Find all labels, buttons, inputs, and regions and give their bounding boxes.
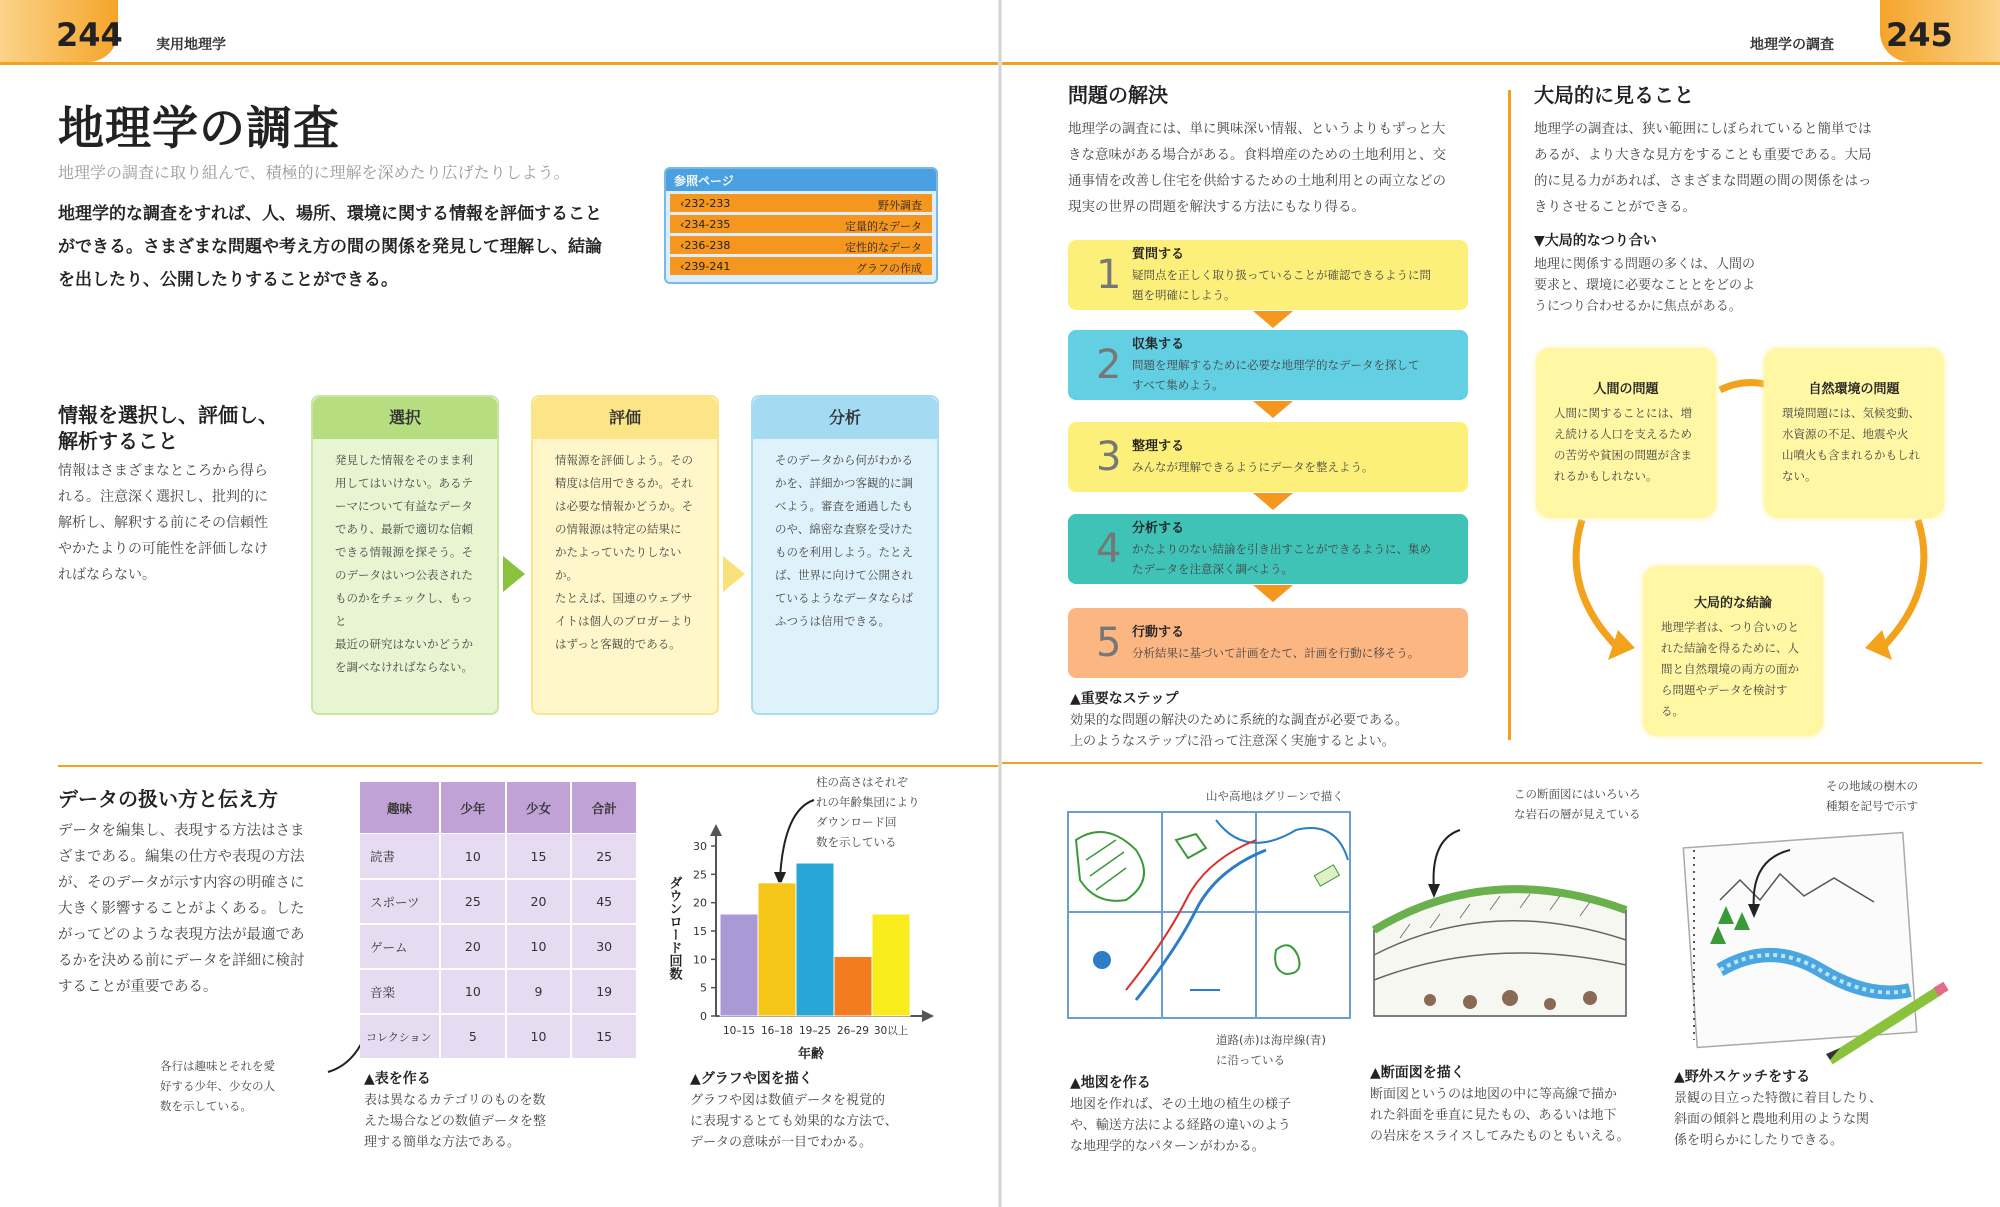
reference-link[interactable]: ‹239-241 グラフの作成 bbox=[670, 257, 932, 275]
table-header: 合計 bbox=[571, 782, 637, 834]
environment-issues-box: 自然環境の問題 環境問題には、気候変動、 水資源の不足、地震や火 山噴火も含まれるかもしれ ない。 bbox=[1764, 348, 1944, 518]
bar-3 bbox=[834, 957, 872, 1017]
card-evaluate-title: 評価 bbox=[533, 397, 717, 439]
table-header: 少年 bbox=[440, 782, 506, 834]
card-analyze-body: そのデータから何がわかる かを、詳細かつ客観的に調 べよう。審査を通過したも のや、綿密な査察を受けた ものを利用しよう。たとえ ば、世界に向けて公開され ているようなデータならば ふつうは信用できる。 bbox=[775, 453, 913, 628]
x-tick-label: 26–29 bbox=[837, 1025, 869, 1037]
header-rule-left bbox=[0, 62, 998, 65]
field-caption: 景観の目立った特徴に着目したり、 斜面の傾斜と農地利用のような関 係を明らかにしたりできる。 bbox=[1674, 1091, 1883, 1148]
bar-4 bbox=[872, 914, 910, 1016]
arrow-right-icon bbox=[723, 556, 745, 592]
y-axis-label: ダウンロード回数 bbox=[666, 876, 682, 980]
right-section-label: 地理学の調査 bbox=[1750, 37, 1834, 53]
field-caption-title: ▲野外スケッチをする bbox=[1674, 1069, 1811, 1085]
y-tick-label: 10 bbox=[693, 953, 707, 967]
bar-1 bbox=[758, 883, 796, 1016]
cross-section-sketch bbox=[1370, 820, 1630, 1020]
step-1: 1 質問する 疑問点を正しく取り扱っていることが確認できるように問 題を明確にしよう。 bbox=[1068, 240, 1468, 310]
info-heading: 情報を選択し、評価し、 解析すること bbox=[58, 403, 278, 453]
bigpicture-heading: 大局的に見ること bbox=[1534, 83, 1694, 107]
step-3: 3 整理する みんなが理解できるようにデータを整えよう。 bbox=[1068, 422, 1468, 492]
reference-box bbox=[664, 167, 938, 284]
field-sketch bbox=[1680, 820, 1980, 1070]
section-divider bbox=[58, 765, 998, 767]
y-axis-arrow bbox=[710, 824, 722, 836]
intro-text: 地理学的な調査をすれば、人、場所、環境に関する情報を評価すること ができる。さまざまな問題や考え方の間の関係を発見して理解し、結論 を出したり、公開したりすることができる。 bbox=[58, 204, 602, 290]
reference-link[interactable]: ‹236-238 定性的なデータ bbox=[670, 236, 932, 254]
conclusion-title: 大局的な結論 bbox=[1693, 596, 1772, 611]
card-evaluate bbox=[531, 395, 719, 715]
card-analyze bbox=[751, 395, 939, 715]
y-tick-label: 5 bbox=[700, 981, 707, 995]
section-caption-title: ▲断面図を描く bbox=[1370, 1065, 1465, 1081]
hobby-table-body bbox=[360, 834, 638, 1060]
problem-body: 地理学の調査には、単に興味深い情報、というよりもずっと大 きな意味がある場合がある。食料増産のための土地利用と、交 通事情を改善し住宅を供給するための土地利用との両立などの 現実の世界の問題を解決する方法にもなり得る。 bbox=[1068, 121, 1446, 215]
environment-issues-title: 自然環境の問題 bbox=[1808, 382, 1900, 397]
bar-0 bbox=[720, 914, 758, 1016]
map-sketch bbox=[1066, 800, 1352, 1030]
info-body: 情報はさまざまなところから得ら れる。注意深く選択し、批判的に 解析し、解釈する前にその信頼性 やかたよりの可能性を評価しなけ ればならない。 bbox=[58, 463, 268, 583]
right-page-number: 245 bbox=[1886, 16, 1953, 54]
card-evaluate-body: 情報源を評価しよう。その 精度は信用できるか。それ は必要な情報かどうか。そ の情報源は特定の結果に かたよっていたりしないか。 たとえば、国連のウェブサ イトは個人のブロガーより はずっと客観的である。 bbox=[555, 453, 693, 651]
steps-caption: 効果的な問題の解決のために系統的な調査が必要である。 上のようなステップに沿って注意深く実施するとよい。 bbox=[1070, 713, 1409, 749]
y-tick-label: 30 bbox=[693, 840, 707, 853]
x-axis-label: 年齢 bbox=[797, 1047, 825, 1062]
book-spine bbox=[998, 0, 1002, 1207]
table-annotation: 各行は趣味とそれを愛 好する少年、少女の人 数を示している。 bbox=[160, 1059, 275, 1113]
human-issues-title: 人間の問題 bbox=[1593, 382, 1659, 397]
reference-link[interactable]: ‹232-233 野外調査 bbox=[670, 194, 932, 212]
arrow-right-icon bbox=[503, 556, 525, 592]
page-subtitle: 地理学の調査に取り組んで、積極的に理解を深めたり広げたりしよう。 bbox=[58, 163, 570, 182]
data-heading: データの扱い方と伝え方 bbox=[58, 787, 278, 811]
down-arrow-icon bbox=[1253, 401, 1293, 418]
card-analyze-title: 分析 bbox=[753, 397, 937, 439]
table-row: スポーツ 25 20 45 bbox=[360, 879, 637, 924]
down-arrow-icon bbox=[1253, 311, 1293, 328]
step-5: 5 行動する 分析結果に基づいて計画をたて、計画を行動に移そう。 bbox=[1068, 608, 1468, 678]
table-row: 読書 10 15 25 bbox=[360, 834, 637, 879]
table-row: ゲーム 20 10 30 bbox=[360, 924, 637, 969]
section-caption: 断面図というのは地図の中に等高線で描か れた斜面を垂直に見たもの、あるいは地下 の岩床をスライスしてみたものともいえる。 bbox=[1370, 1087, 1630, 1144]
down-arrow-icon bbox=[1253, 585, 1293, 602]
x-axis-arrow bbox=[922, 1010, 934, 1022]
bar-2 bbox=[796, 863, 834, 1016]
y-tick-label: 15 bbox=[693, 925, 707, 938]
table-row: コレクション 5 10 15 bbox=[360, 1014, 637, 1059]
table-row: 音楽 10 9 19 bbox=[360, 969, 637, 1014]
left-page-number: 244 bbox=[56, 16, 123, 54]
y-tick-label: 25 bbox=[693, 868, 707, 882]
x-tick-label: 10–15 bbox=[723, 1025, 755, 1037]
y-tick-label: 20 bbox=[693, 896, 707, 910]
step-2: 2 収集する 問題を理解するために必要な地理学的なデータを探して すべて集めよう。 bbox=[1068, 330, 1468, 400]
balance-caption: 地理に関係する問題の多くは、人間の 要求と、環境に必要なこととをどのよ うにつり合わせるかに焦点がある。 bbox=[1534, 257, 1756, 314]
card-select-body: 発見した情報をそのまま利 用してはいけない。あるテ ーマについて有益なデータ であり、最新で適切な信頼 できる情報源を探そう。そ のデータはいつ公表された ものかをチェックし、もっと 最近の研究はないかどうか を調べなければならない。 bbox=[335, 453, 473, 674]
chart-caption-title: ▲グラフや図を描く bbox=[690, 1071, 813, 1087]
page-title: 地理学の調査 bbox=[58, 101, 340, 155]
field-note-top: その地域の樹木の 種類を記号で示す bbox=[1826, 779, 1918, 813]
conclusion-box: 大局的な結論 地理学者は、つり合いのと れた結論を得るために、人 間と自然環境の両方の面か ら問題やデータを検討する。 bbox=[1643, 566, 1823, 736]
card-select bbox=[311, 395, 499, 715]
hobby-table bbox=[360, 782, 638, 835]
down-arrow-icon bbox=[1253, 493, 1293, 510]
header-rule-right bbox=[1002, 62, 2000, 65]
x-tick-label: 30以上 bbox=[873, 1025, 909, 1037]
map-note-bottom: 道路(赤)は海岸線(青) に沿っている bbox=[1216, 1033, 1326, 1067]
data-body: データを編集し、表現する方法はさま ざまである。編集の仕方や表現の方法 が、そのデータが示す内容の明確さに 大きく影響することがよくある。した がってどのような表現方法が最適であ るかを決める前にデータを詳細に検討 することが重要である。 bbox=[58, 823, 305, 995]
human-issues-box: 人間の問題 人間に関することには、増 え続ける人口を支えるため の苦労や貧困の問題が含ま れるかもしれない。 bbox=[1536, 348, 1716, 518]
x-tick-label: 19–25 bbox=[799, 1025, 831, 1037]
map-caption: 地図を作れば、その土地の植生の様子 や、輸送方法による経路の違いのよう な地理学的なパターンがわかる。 bbox=[1070, 1097, 1292, 1154]
balance-caption-title: ▼大局的なつり合い bbox=[1534, 233, 1657, 249]
chart-caption: グラフや図は数値データを視覚的 に表現するとても効果的な方法で、 データの意味が一目でわかる。 bbox=[690, 1093, 898, 1150]
left-section-label: 実用地理学 bbox=[156, 37, 226, 53]
reference-heading: 参照ページ bbox=[666, 169, 936, 191]
downloads-bar-chart bbox=[660, 818, 950, 1078]
section-note-top: この断面図にはいろいろ な岩石の層が見えている bbox=[1514, 787, 1641, 821]
problem-heading: 問題の解決 bbox=[1068, 83, 1168, 107]
card-select-title: 選択 bbox=[313, 397, 497, 439]
table-caption: 表は異なるカテゴリのものを数 えた場合などの数値データを整 理する簡単な方法である。 bbox=[364, 1093, 547, 1150]
map-note-top: 山や高地はグリーンで描く bbox=[1206, 789, 1344, 803]
chart-annotation: 柱の高さはそれぞ れの年齢集団により ダウンロード回 数を示している bbox=[816, 775, 920, 849]
x-tick-label: 16–18 bbox=[761, 1025, 793, 1037]
y-tick-label: 0 bbox=[700, 1010, 707, 1023]
table-header: 趣味 bbox=[360, 782, 440, 834]
table-caption-title: ▲表を作る bbox=[364, 1071, 431, 1087]
section-divider bbox=[1002, 762, 1982, 764]
reference-link[interactable]: ‹234-235 定量的なデータ bbox=[670, 215, 932, 233]
step-4: 4 分析する かたよりのない結論を引き出すことができるように、集め たデータを注意深く調べよう。 bbox=[1068, 514, 1468, 584]
steps-caption-title: ▲重要なステップ bbox=[1070, 691, 1179, 707]
bigpicture-body: 地理学の調査は、狭い範囲にしぼられていると簡単では あるが、より大きな見方をすることも重要である。大局 的に見る力があれば、さまざまな問題の間の関係をはっ きりさせることができる。 bbox=[1534, 121, 1872, 215]
column-divider bbox=[1508, 90, 1511, 740]
map-caption-title: ▲地図を作る bbox=[1070, 1075, 1151, 1091]
table-header: 少女 bbox=[506, 782, 572, 834]
